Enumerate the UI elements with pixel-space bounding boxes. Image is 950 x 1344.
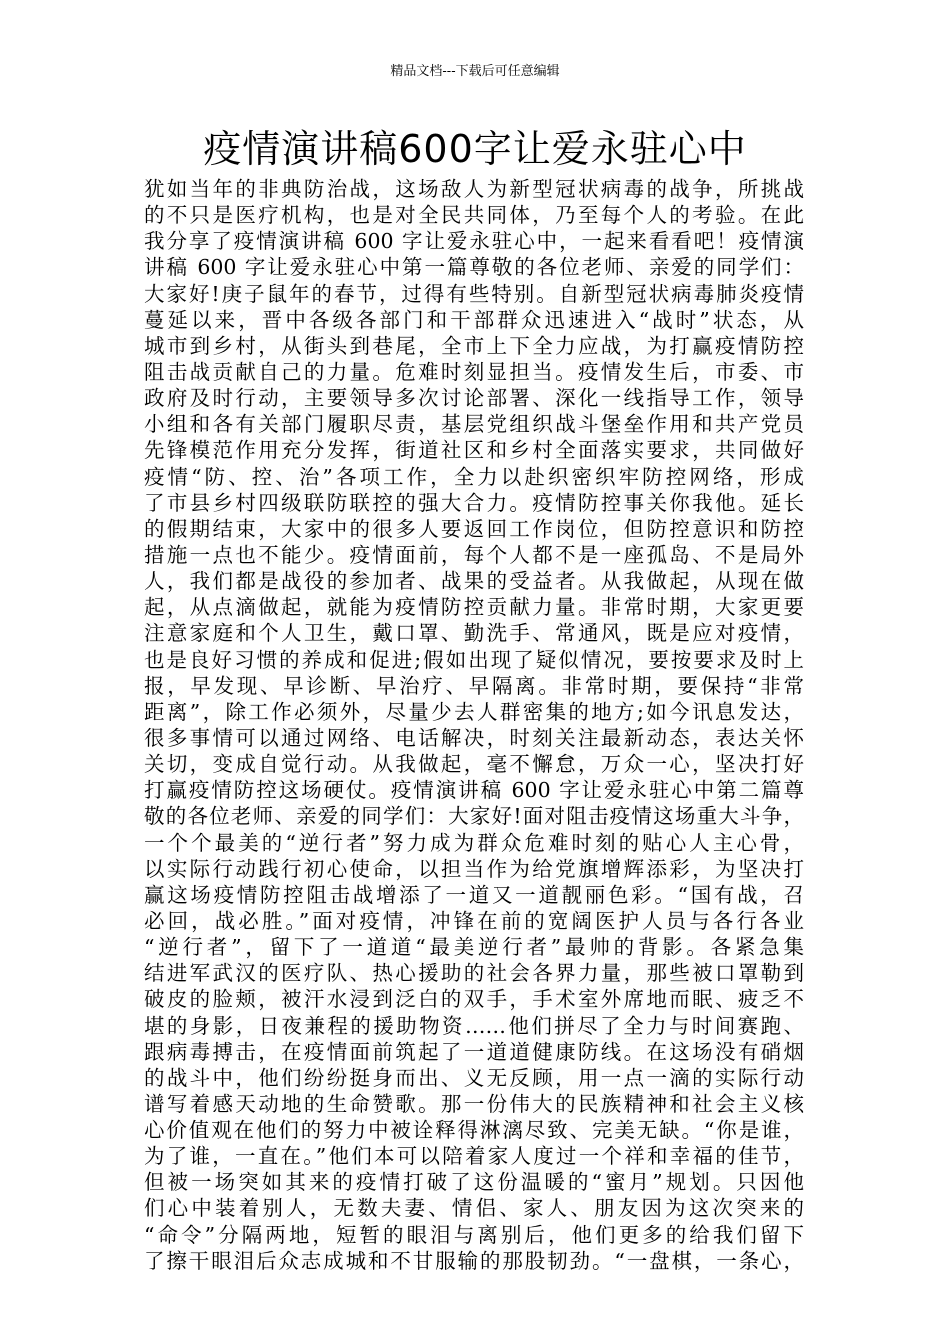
body-line: 蔓延以来，晋中各级各部门和干部群众迅速进入“战时”状态，从: [144, 307, 804, 332]
body-line: 破皮的脸颊，被汗水浸到泛白的双手，手术室外席地而眠、疲乏不: [144, 987, 804, 1012]
body-line: 起，从点滴做起，就能为疫情防控贡献力量。非常时期，大家更要: [144, 595, 804, 620]
body-line: 以实际行动践行初心使命，以担当作为给党旗增辉添彩，为坚决打: [144, 856, 804, 881]
body-line: 讲稿 600 字让爱永驻心中第一篇尊敬的各位老师、亲爱的同学们：: [144, 255, 804, 280]
body-line: 人，我们都是战役的参加者、战果的受益者。从我做起，从现在做: [144, 569, 804, 594]
body-line: “逆行者”，留下了一道道“最美逆行者”最帅的背影。各紧急集: [144, 935, 804, 960]
body-line: 们心中装着别人，无数夫妻、情侣、家人、朋友因为这次突来的: [144, 1196, 804, 1221]
body-line: 谱写着感天动地的生命赞歌。那一份伟大的民族精神和社会主义核: [144, 1091, 804, 1116]
body-line: 措施一点也不能少。疫情面前，每个人都不是一座孤岛、不是局外: [144, 542, 804, 567]
body-line: 报，早发现、早诊断、早治疗、早隔离。非常时期，要保持“非常: [144, 673, 804, 698]
body-line: 但被一场突如其来的疫情打破了这份温暖的“蜜月”规划。只因他: [144, 1170, 804, 1195]
body-line: 堪的身影，日夜兼程的援助物资……他们拼尽了全力与时间赛跑、: [144, 1013, 804, 1038]
body-line: “命令”分隔两地，短暂的眼泪与离别后，他们更多的给我们留下: [144, 1222, 804, 1247]
body-line: 政府及时行动，主要领导多次讨论部署、深化一线指导工作，领导: [144, 386, 804, 411]
body-line: 的假期结束，大家中的很多人要返回工作岗位，但防控意识和防控: [144, 516, 804, 541]
body-line: 阻击战贡献自己的力量。危难时刻显担当。疫情发生后，市委、市: [144, 359, 804, 384]
body-line: 的不只是医疗机构，也是对全民共同体，乃至每个人的考验。在此: [144, 203, 804, 228]
body-line: 距离”，除工作必须外，尽量少去人群密集的地方;如今讯息发达，: [144, 699, 804, 724]
body-line: 小组和各有关部门履职尽责，基层党组织战斗堡垒作用和共产党员: [144, 412, 804, 437]
body-line: 了市县乡村四级联防联控的强大合力。疫情防控事关你我他。延长: [144, 490, 804, 515]
body-line: 心价值观在他们的努力中被诠释得淋漓尽致、完美无缺。“你是谁，: [144, 1118, 804, 1143]
body-line: 打赢疫情防控这场硬仗。疫情演讲稿 600 字让爱永驻心中第二篇尊: [144, 778, 804, 803]
body-line: 结进军武汉的医疗队、热心援助的社会各界力量，那些被口罩勒到: [144, 961, 804, 986]
body-line: 的战斗中，他们纷纷挺身而出、义无反顾，用一点一滴的实际行动: [144, 1065, 804, 1090]
body-line: 一个个最美的“逆行者”努力成为群众危难时刻的贴心人主心骨，: [144, 830, 804, 855]
body-line: 疫情“防、控、治”各项工作，全力以赴织密织牢防控网络，形成: [144, 464, 804, 489]
page-header-note: 精品文档---下载后可任意编辑: [390, 64, 560, 79]
document-title: 疫情演讲稿600字让爱永驻心中: [203, 127, 747, 171]
body-line: 关切，变成自觉行动。从我做起，毫不懈怠，万众一心，坚决打好: [144, 752, 804, 777]
body-line: 敬的各位老师、亲爱的同学们：大家好!面对阻击疫情这场重大斗争，: [144, 804, 804, 829]
body-line: 跟病毒搏击，在疫情面前筑起了一道道健康防线。在这场没有硝烟: [144, 1039, 804, 1064]
body-line: 我分享了疫情演讲稿 600 字让爱永驻心中，一起来看看吧！疫情演: [144, 229, 804, 254]
body-line: 注意家庭和个人卫生，戴口罩、勤洗手、常通风，既是应对疫情，: [144, 621, 804, 646]
body-line: 犹如当年的非典防治战，这场敌人为新型冠状病毒的战争，所挑战: [144, 177, 804, 201]
body-line: 很多事情可以通过网络、电话解决，时刻关注最新动态，表达关怀: [144, 725, 804, 750]
body-line: 必回，战必胜。”面对疫情，冲锋在前的宽阔医护人员与各行各业: [144, 908, 804, 933]
body-line: 赢这场疫情防控阻击战增添了一道又一道靓丽色彩。“国有战，召: [144, 882, 804, 907]
body-line: 为了谁，一直在。”他们本可以陪着家人度过一个祥和幸福的佳节，: [144, 1144, 804, 1169]
body-line: 大家好!庚子鼠年的春节，过得有些特别。自新型冠状病毒肺炎疫情: [144, 281, 804, 306]
body-line: 城市到乡村，从街头到巷尾，全市上下全力应战，为打赢疫情防控: [144, 333, 804, 358]
document-body: [144, 176, 804, 1274]
body-line: 也是良好习惯的养成和促进;假如出现了疑似情况，要按要求及时上: [144, 647, 804, 672]
body-line: 了擦干眼泪后众志成城和不甘服输的那股韧劲。“一盘棋，一条心，: [144, 1248, 804, 1273]
body-line: 先锋模范作用充分发挥，街道社区和乡村全面落实要求，共同做好: [144, 438, 804, 463]
